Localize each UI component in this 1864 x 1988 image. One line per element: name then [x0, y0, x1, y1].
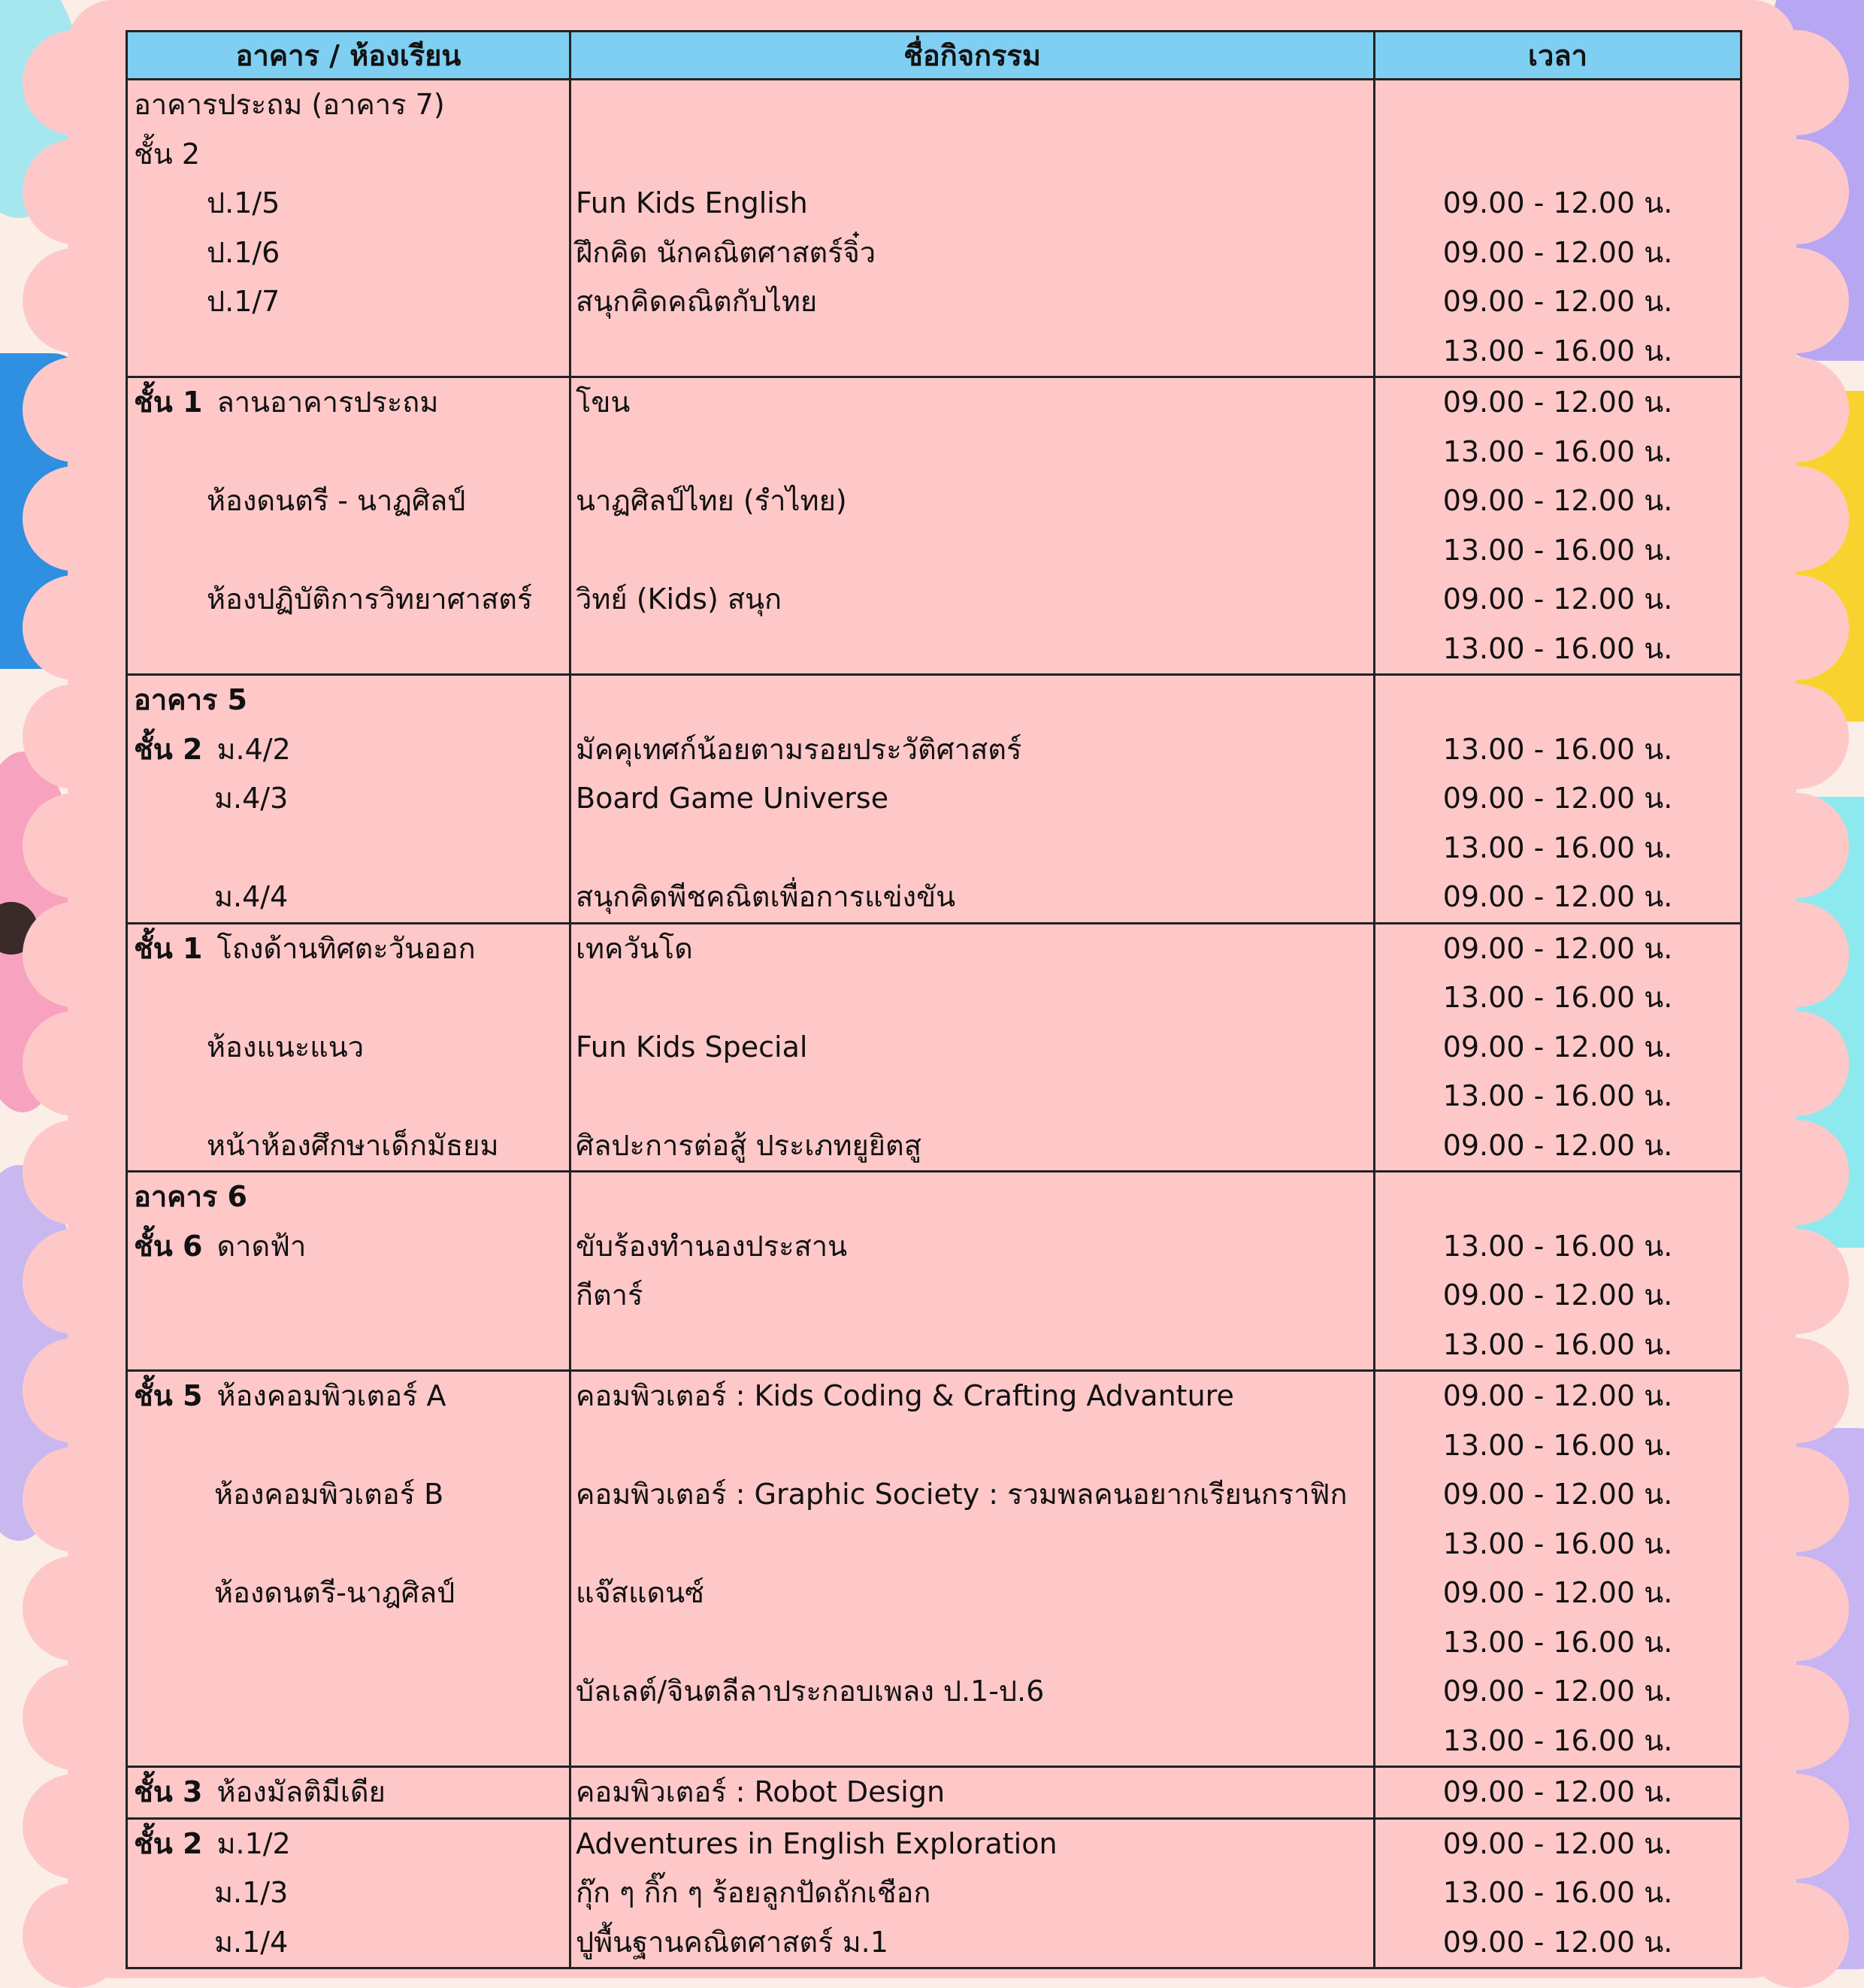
time-range: 13.00 - 16.00 น.: [1442, 831, 1673, 864]
time-range: 09.00 - 12.00 น.: [1442, 285, 1673, 318]
floor-label: อาคาร 6: [134, 1180, 247, 1213]
time-range: 09.00 - 12.00 น.: [1442, 1478, 1673, 1511]
empty-line: [571, 526, 1373, 576]
table-row: [127, 80, 1741, 377]
location-cell: [127, 1172, 570, 1371]
scallop-bump: [1744, 357, 1849, 462]
scallop-bump: [23, 902, 128, 1007]
location-cell: [127, 80, 570, 377]
time-range: 09.00 - 12.00 น.: [1442, 235, 1673, 269]
location-line: [128, 1918, 569, 1968]
empty-line: [128, 973, 569, 1023]
time-range: 09.00 - 12.00 น.: [1442, 386, 1673, 419]
scallop-bump: [23, 793, 128, 898]
time-range: 09.00 - 12.00 น.: [1442, 1775, 1673, 1808]
activity-name: ฝึกคิด นักคณิตศาสตร์จิ๋ว: [576, 235, 876, 269]
scallop-bump: [23, 1229, 128, 1334]
location-text: ห้องปฏิบัติการวิทยาศาสตร์: [207, 582, 533, 616]
scallop-bump: [23, 248, 128, 353]
location-line: [128, 725, 569, 775]
location-text: ห้องดนตรี - นาฏศิลป์: [207, 484, 466, 517]
activity-name: คอมพิวเตอร์ : Robot Design: [576, 1775, 946, 1808]
location-line: [128, 873, 569, 922]
activity-name: Board Game Universe: [576, 782, 889, 815]
empty-line: [128, 1421, 569, 1471]
empty-line: [571, 973, 1373, 1023]
empty-line: [128, 625, 569, 674]
time-range: 09.00 - 12.00 น.: [1442, 1128, 1673, 1162]
location-line: [128, 130, 569, 180]
activity-cell: [570, 675, 1375, 924]
scallop-bump: [23, 466, 128, 571]
location-line: [128, 1768, 569, 1817]
location-cell: [127, 377, 570, 675]
location-text: ห้องคอมพิวเตอร์ A: [216, 1379, 446, 1412]
location-text: ม.1/2: [216, 1826, 291, 1860]
floor-label: ชั้น 5: [134, 1379, 203, 1412]
empty-line: [128, 1271, 569, 1321]
activity-cell: [570, 80, 1375, 377]
activity-name: บัลเลต์/จินตลีลาประกอบเพลง ป.1-ป.6: [576, 1675, 1045, 1708]
location-text: ป.1/5: [207, 186, 280, 219]
scallop-bump: [23, 1774, 128, 1879]
activity-name: Fun Kids English: [576, 186, 808, 219]
empty-line: [128, 1072, 569, 1121]
activity-cell: [570, 1371, 1375, 1767]
time-range: 09.00 - 12.00 น.: [1442, 931, 1673, 965]
location-text: ม.4/4: [214, 880, 289, 913]
empty-line: [128, 1618, 569, 1668]
time-cell: [1375, 1371, 1741, 1767]
time-range: 09.00 - 12.00 น.: [1442, 1925, 1673, 1959]
activity-name: โขน: [576, 386, 631, 419]
time-range: 09.00 - 12.00 น.: [1442, 484, 1673, 517]
scallop-bump: [1744, 1229, 1849, 1334]
scallop-bump: [23, 684, 128, 789]
activity-name: สนุกคิดคณิตกับไทย: [576, 285, 818, 318]
time-range: 13.00 - 16.00 น.: [1442, 1079, 1673, 1112]
location-line: [128, 924, 569, 974]
location-text: ห้องดนตรี-นาฎศิลป์: [214, 1576, 455, 1609]
scallop-bump: [23, 1338, 128, 1443]
location-text: ห้องคอมพิวเตอร์ B: [214, 1478, 444, 1511]
floor-label: ชั้น 6: [134, 1229, 203, 1263]
location-text: ม.4/3: [214, 782, 289, 815]
table-row: [127, 1818, 1741, 1968]
schedule-table-container: [126, 30, 1740, 1959]
time-range: 09.00 - 12.00 น.: [1442, 186, 1673, 219]
activity-name: นาฏศิลป์ไทย (รำไทย): [576, 484, 847, 517]
table-row: [127, 1371, 1741, 1767]
activity-name: มัคคุเทศก์น้อยตามรอยประวัติศาสตร์: [576, 732, 1022, 766]
floor-label: ชั้น 1: [134, 386, 203, 419]
activity-name: Fun Kids Special: [576, 1030, 808, 1064]
activity-schedule-table: [126, 30, 1742, 1969]
location-line: [128, 277, 569, 327]
scallop-bump: [1744, 575, 1849, 680]
location-text: ชั้น 2: [134, 137, 201, 171]
time-range: 13.00 - 16.00 น.: [1442, 1527, 1673, 1560]
activity-name: ศิลปะการต่อสู้ ประเภทยูยิตสู: [576, 1128, 921, 1162]
activity-name: เทควันโด: [576, 931, 693, 965]
empty-line: [1375, 1173, 1740, 1222]
empty-line: [571, 1421, 1373, 1471]
location-text: ห้องแนะแนว: [207, 1030, 365, 1064]
location-line: [128, 1569, 569, 1618]
scallop-bump: [1744, 139, 1849, 244]
scallop-bump: [1744, 793, 1849, 898]
scallop-bump: [23, 357, 128, 462]
time-range: 09.00 - 12.00 น.: [1442, 880, 1673, 913]
time-range: 09.00 - 12.00 น.: [1442, 1278, 1673, 1312]
table-row: [127, 1172, 1741, 1371]
table-body: [127, 80, 1741, 1968]
location-text: ม.4/2: [216, 732, 291, 766]
table-row: [127, 377, 1741, 675]
scallop-bump: [1744, 902, 1849, 1007]
location-text: ป.1/6: [207, 235, 280, 269]
table-header-row: [127, 32, 1741, 80]
time-cell: [1375, 1767, 1741, 1819]
time-range: 13.00 - 16.00 น.: [1442, 732, 1673, 766]
activity-cell: [570, 1818, 1375, 1968]
scallop-bump: [1744, 466, 1849, 571]
activity-name: กุ๊ก ๆ กิ๊ก ๆ ร้อยลูกปัดถักเชือก: [576, 1876, 931, 1909]
location-line: [128, 1372, 569, 1421]
empty-line: [128, 1321, 569, 1370]
table-row: [127, 1767, 1741, 1819]
location-text: ห้องมัลติมีเดีย: [216, 1775, 386, 1808]
location-text: ม.1/4: [214, 1925, 289, 1959]
location-line: [128, 676, 569, 725]
activity-name: ขับร้องทำนองประสาน: [576, 1229, 848, 1263]
location-cell: [127, 1818, 570, 1968]
header-activity: ชื่อกิจกรรม: [570, 32, 1375, 80]
time-range: 09.00 - 12.00 น.: [1442, 1826, 1673, 1860]
scallop-bump: [23, 139, 128, 244]
location-cell: [127, 1371, 570, 1767]
location-line: [128, 477, 569, 526]
floor-label: ชั้น 2: [134, 1826, 203, 1860]
scallop-bump: [1744, 1665, 1849, 1770]
table-row: [127, 675, 1741, 924]
location-line: [128, 1023, 569, 1073]
empty-line: [571, 1717, 1373, 1766]
scallop-bump: [1744, 30, 1849, 135]
empty-line: [571, 1173, 1373, 1222]
empty-line: [128, 1520, 569, 1569]
time-cell: [1375, 80, 1741, 377]
location-line: [128, 1470, 569, 1520]
scallop-bump: [1744, 248, 1849, 353]
empty-line: [1375, 130, 1740, 180]
empty-line: [128, 1717, 569, 1766]
empty-line: [571, 1072, 1373, 1121]
empty-line: [128, 428, 569, 477]
location-text: ม.1/3: [214, 1876, 289, 1909]
scallop-bump: [1744, 1338, 1849, 1443]
empty-line: [571, 80, 1373, 130]
location-text: ดาดฟ้า: [216, 1229, 307, 1263]
header-location: อาคาร / ห้องเรียน: [127, 32, 570, 80]
time-range: 13.00 - 16.00 น.: [1442, 334, 1673, 368]
time-range: 09.00 - 12.00 น.: [1442, 582, 1673, 616]
location-line: [128, 1820, 569, 1869]
location-text: ป.1/7: [207, 285, 280, 318]
location-line: [128, 1222, 569, 1272]
location-cell: [127, 675, 570, 924]
time-range: 09.00 - 12.00 น.: [1442, 782, 1673, 815]
scallop-bump: [23, 1120, 128, 1225]
time-cell: [1375, 923, 1741, 1172]
activity-name: ปูพื้นฐานคณิตศาสตร์ ม.1: [576, 1925, 888, 1959]
floor-label: ชั้น 1: [134, 931, 203, 965]
empty-line: [128, 526, 569, 576]
location-line: [128, 378, 569, 428]
location-cell: [127, 923, 570, 1172]
time-range: 13.00 - 16.00 น.: [1442, 434, 1673, 468]
location-line: [128, 575, 569, 625]
location-line: [128, 179, 569, 228]
time-cell: [1375, 377, 1741, 675]
location-line: [128, 80, 569, 130]
time-cell: [1375, 1818, 1741, 1968]
time-range: 09.00 - 12.00 น.: [1442, 1379, 1673, 1412]
location-text: อาคารประถม (อาคาร 7): [134, 88, 445, 121]
scallop-bump: [23, 1883, 128, 1988]
scallop-bump: [1744, 1883, 1849, 1988]
empty-line: [571, 1321, 1373, 1370]
table-row: [127, 923, 1741, 1172]
time-range: 13.00 - 16.00 น.: [1442, 533, 1673, 567]
scallop-bump: [23, 1665, 128, 1770]
floor-label: อาคาร 5: [134, 683, 247, 716]
empty-line: [128, 1667, 569, 1717]
scallop-bump: [23, 1556, 128, 1661]
empty-line: [1375, 80, 1740, 130]
empty-line: [571, 327, 1373, 377]
activity-cell: [570, 1172, 1375, 1371]
activity-name: วิทย์ (Kids) สนุก: [576, 582, 782, 616]
time-range: 13.00 - 16.00 น.: [1442, 1723, 1673, 1757]
scallop-bump: [1744, 1011, 1849, 1116]
empty-line: [1375, 676, 1740, 725]
location-text: โถงด้านทิศตะวันออก: [216, 931, 476, 965]
scallop-bump: [23, 1447, 128, 1552]
empty-line: [571, 428, 1373, 477]
location-line: [128, 1121, 569, 1171]
activity-name: Adventures in English Exploration: [576, 1826, 1058, 1860]
location-line: [128, 1173, 569, 1222]
time-cell: [1375, 1172, 1741, 1371]
time-range: 13.00 - 16.00 น.: [1442, 1876, 1673, 1909]
location-text: หน้าห้องศึกษาเด็กมัธยม: [207, 1128, 499, 1162]
empty-line: [571, 625, 1373, 674]
time-range: 13.00 - 16.00 น.: [1442, 1428, 1673, 1462]
activity-cell: [570, 377, 1375, 675]
time-range: 09.00 - 12.00 น.: [1442, 1576, 1673, 1609]
location-text: ลานอาคารประถม: [216, 386, 439, 419]
time-range: 13.00 - 16.00 น.: [1442, 1229, 1673, 1263]
location-line: [128, 774, 569, 824]
floor-label: ชั้น 3: [134, 1775, 203, 1808]
activity-cell: [570, 1767, 1375, 1819]
scallop-bump: [1744, 1447, 1849, 1552]
empty-line: [571, 1618, 1373, 1668]
time-range: 09.00 - 12.00 น.: [1442, 1675, 1673, 1708]
activity-name: แจ๊สแดนซ์: [576, 1576, 704, 1609]
time-range: 13.00 - 16.00 น.: [1442, 1327, 1673, 1361]
floor-label: ชั้น 2: [134, 732, 203, 766]
activity-name: คอมพิวเตอร์ : Graphic Society : รวมพลคนอยากเรียนกราฟิก: [576, 1478, 1348, 1511]
empty-line: [128, 824, 569, 873]
empty-line: [571, 676, 1373, 725]
time-range: 13.00 - 16.00 น.: [1442, 1625, 1673, 1659]
location-line: [128, 228, 569, 278]
scallop-bump: [1744, 1774, 1849, 1879]
activity-name: กีตาร์: [576, 1278, 643, 1312]
time-range: 13.00 - 16.00 น.: [1442, 981, 1673, 1014]
scallop-bump: [23, 30, 128, 135]
activity-cell: [570, 923, 1375, 1172]
scallop-bump: [1744, 1556, 1849, 1661]
time-range: 09.00 - 12.00 น.: [1442, 1030, 1673, 1064]
scallop-bump: [23, 575, 128, 680]
location-cell: [127, 1767, 570, 1819]
location-line: [128, 1868, 569, 1918]
scallop-bump: [23, 1011, 128, 1116]
empty-line: [571, 824, 1373, 873]
empty-line: [571, 1520, 1373, 1569]
empty-line: [571, 130, 1373, 180]
time-range: 13.00 - 16.00 น.: [1442, 631, 1673, 665]
empty-line: [128, 327, 569, 377]
scallop-bump: [1744, 684, 1849, 789]
header-time: เวลา: [1375, 32, 1741, 80]
activity-name: สนุกคิดพีชคณิตเพื่อการแข่งขัน: [576, 880, 956, 913]
time-cell: [1375, 675, 1741, 924]
activity-name: คอมพิวเตอร์ : Kids Coding & Crafting Advanture: [576, 1379, 1234, 1412]
scallop-bump: [1744, 1120, 1849, 1225]
